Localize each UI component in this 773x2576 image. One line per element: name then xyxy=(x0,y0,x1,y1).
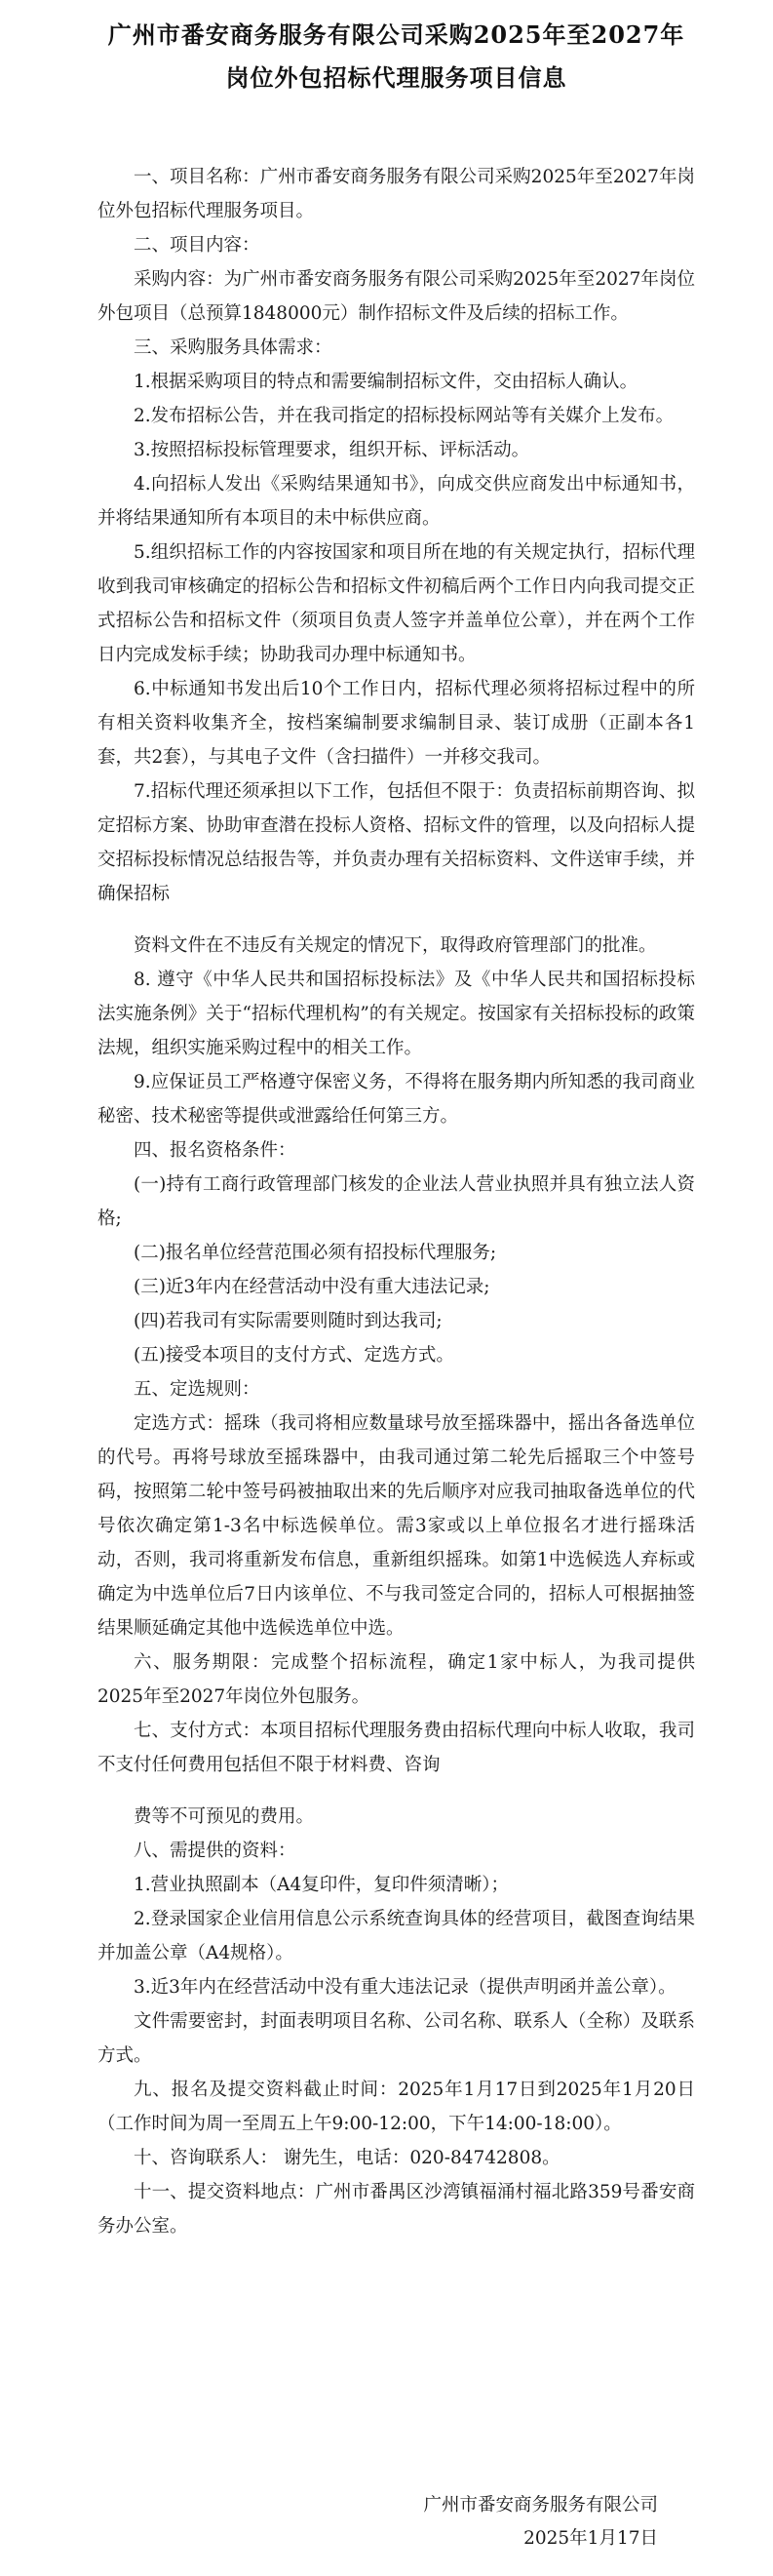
section-3-heading: 三、采购服务具体需求： xyxy=(134,337,332,358)
signature-block xyxy=(423,2489,658,2556)
section-1-project-name: 一、项目名称：广州市番安商务服务有限公司采购2025年至2027年岗位外包招标代理服务项目。 xyxy=(97,167,695,221)
qualification-5: (五)接受本项目的支付方式、定选方式。 xyxy=(134,1345,454,1366)
section-6-service-period: 六、服务期限：完成整个招标流程，确定1家中标人，为我司提供2025年至2027年岗位外包服务。 xyxy=(97,1652,695,1707)
section-11-address: 十一、提交资料地点：广州市番禺区沙湾镇福涌村福北路359号番安商务办公室。 xyxy=(97,2182,695,2237)
qualification-4: (四)若我司有实际需要则随时到达我司; xyxy=(134,1311,443,1331)
section-8-heading: 八、需提供的资料： xyxy=(134,1841,296,1861)
material-1: 1.营业执照副本（A4复印件，复印件须清晰）； xyxy=(134,1875,510,1895)
requirement-5: 5.组织招标工作的内容按国家和项目所在地的有关规定执行，招标代理收到我司审核确定的招标公告和招标文件初稿后两个工作日内向我司提交正式招标公告和招标文件（须项目负责人签字并盖单位公章），并在两个工作日内完成发标手续；协助我司办理中标通知书。 xyxy=(97,542,695,665)
section-2-heading: 二、项目内容： xyxy=(134,235,260,256)
requirement-3: 3.按照招标投标管理要求，组织开标、评标活动。 xyxy=(134,440,530,460)
document-body xyxy=(97,160,695,2243)
section-9-deadline: 九、报名及提交资料截止时间：2025年1月17日到2025年1月20日（工作时间为周一至周五上午9:00-12:00，下午14:00-18:00）。 xyxy=(97,2080,695,2134)
material-2: 2.登录国家企业信用信息公示系统查询具体的经营项目，截图查询结果并加盖公章（A4规格）。 xyxy=(97,1909,695,1963)
section-10-contact: 十、咨询联系人： 谢先生，电话：020-84742808。 xyxy=(134,2148,560,2168)
section-7-payment-continued: 费等不可预见的费用。 xyxy=(134,1806,315,1827)
sealing-note: 文件需要密封，封面表明项目名称、公司名称、联系人（全称）及联系方式。 xyxy=(97,2011,695,2066)
signature-company: 广州市番安商务服务有限公司 xyxy=(423,2495,658,2516)
qualification-3: (三)近3年内在经营活动中没有重大违法记录; xyxy=(134,1277,490,1297)
requirement-4: 4.向招标人发出《采购结果通知书》，向成交供应商发出中标通知书，并将结果通知所有本项目的未中标供应商。 xyxy=(97,474,695,529)
title-line-1: 广州市番安商务服务有限公司采购2025年至2027年 xyxy=(107,20,685,49)
requirement-8: 8. 遵守《中华人民共和国招标投标法》及《中华人民共和国招标投标法实施条例》关于“招标代理机构”的有关规定。按国家有关招标投标的政策法规，组织实施采购过程中的相关工作。 xyxy=(97,970,695,1058)
requirement-7-continued: 资料文件在不违反有关规定的情况下，取得政府管理部门的批准。 xyxy=(134,935,657,956)
section-4-heading: 四、报名资格条件： xyxy=(134,1140,296,1161)
material-3: 3.近3年内在经营活动中没有重大违法记录（提供声明函并盖公章）。 xyxy=(134,1977,676,1998)
requirement-6: 6.中标通知书发出后10个工作日内，招标代理必须将招标过程中的所有相关资料收集齐全，按档案编制要求编制目录、装订成册（正副本各1套，共2套），与其电子文件（含扫描件）一并移交我司。 xyxy=(97,679,695,768)
selection-method: 定选方式：摇珠（我司将相应数量球号放至摇珠器中，摇出各备选单位的代号。再将号球放至摇珠器中，由我司通过第二轮先后摇取三个中签号码，按照第二轮中签号码被抽取出来的先后顺序对应我司抽取备选单位的代号依次确定第1-3名中标选候单位。需3家或以上单位报名才进行摇珠活动，否则，我司将重新发布信息，重新组织摇珠。如第1中选候选人弃标或确定为中选单位后7日内该单位、不与我司签定合同的，招标人可根据抽签结果顺延确定其他中选候选单位中选。 xyxy=(97,1413,695,1639)
procurement-content: 采购内容：为广州市番安商务服务有限公司采购2025年至2027年岗位外包项目（总预算1848000元）制作招标文件及后续的招标工作。 xyxy=(97,269,695,324)
document-title xyxy=(97,0,695,99)
title-line-2: 岗位外包招标代理服务项目信息 xyxy=(225,63,567,92)
signature-date: 2025年1月17日 xyxy=(523,2528,658,2549)
section-7-payment: 七、支付方式：本项目招标代理服务费由招标代理向中标人收取，我司不支付任何费用包括但不限于材料费、咨询 xyxy=(97,1721,695,1775)
requirement-9: 9.应保证员工严格遵守保密义务，不得将在服务期内所知悉的我司商业秘密、技术秘密等提供或泄露给任何第三方。 xyxy=(97,1072,695,1127)
section-5-heading: 五、定选规则： xyxy=(134,1379,260,1400)
qualification-2: (二)报名单位经营范围必须有招投标代理服务; xyxy=(134,1243,497,1263)
requirement-2: 2.发布招标公告，并在我司指定的招标投标网站等有关媒介上发布。 xyxy=(134,406,675,426)
qualification-1: (一)持有工商行政管理部门核发的企业法人营业执照并具有独立法人资格; xyxy=(97,1174,695,1229)
requirement-1: 1.根据采购项目的特点和需要编制招标文件，交由招标人确认。 xyxy=(134,372,638,392)
requirement-7: 7.招标代理还须承担以下工作，包括但不限于：负责招标前期咨询、拟定招标方案、协助审查潜在投标人资格、招标文件的管理，以及向招标人提交招标投标情况总结报告等，并负责办理有关招标资料、文件送审手续，并确保招标 xyxy=(97,781,695,904)
